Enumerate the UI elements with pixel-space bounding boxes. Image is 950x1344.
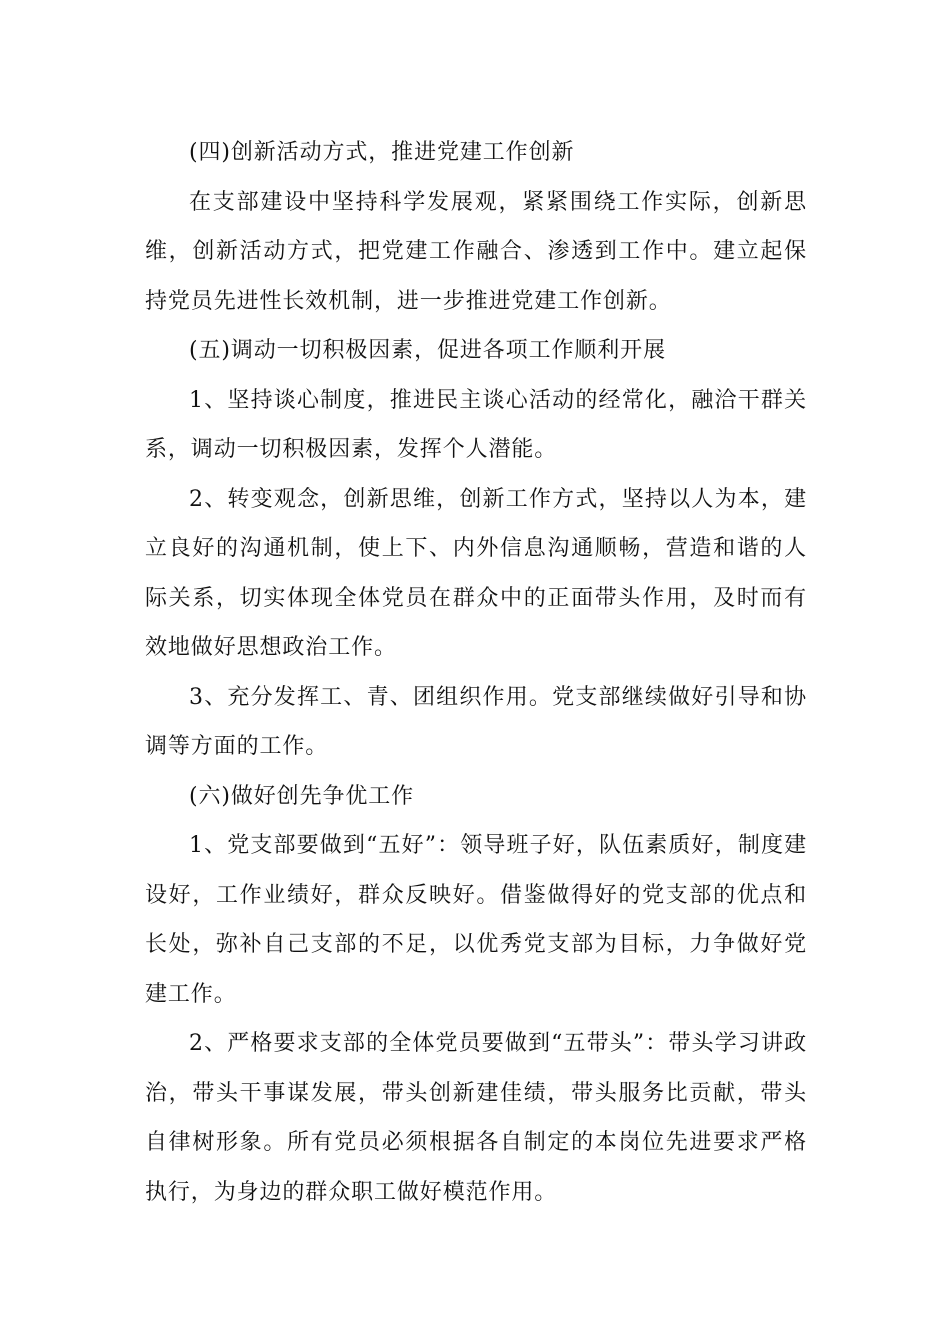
paragraph: 2、转变观念，创新思维，创新工作方式，坚持以人为本，建立良好的沟通机制，使上下、内外信息沟通顺畅，营造和谐的人际关系，切实体现全体党员在群众中的正面带头作用，及时而有效地做好思想政治工作。: [145, 486, 807, 660]
paragraph: 在支部建设中坚持科学发展观，紧紧围绕工作实际，创新思维，创新活动方式，把党建工作融合、渗透到工作中。建立起保持党员先进性长效机制，进一步推进党建工作创新。: [145, 189, 807, 314]
paragraph: 3、充分发挥工、青、团组织作用。党支部继续做好引导和协调等方面的工作。: [145, 684, 807, 759]
document-body: [145, 128, 807, 1217]
paragraph: 1、党支部要做到“五好”：领导班子好，队伍素质好，制度建设好，工作业绩好，群众反映好。借鉴做得好的党支部的优点和长处，弥补自己支部的不足，以优秀党支部为目标，力争做好党建工作。: [145, 833, 807, 1007]
section-heading-6: (六)做好创先争优工作: [189, 783, 415, 809]
section-heading-5: (五)调动一切积极因素，促进各项工作顺利开展: [189, 338, 666, 363]
paragraph: 2、严格要求支部的全体党员要做到“五带头”：带头学习讲政治，带头干事谋发展，带头创新建佳绩，带头服务比贡献，带头自律树形象。所有党员必须根据各自制定的本岗位先进要求严格执行，为身边的群众职工做好模范作用。: [145, 1031, 807, 1205]
paragraph: 1、坚持谈心制度，推进民主谈心活动的经常化，融洽干群关系，调动一切积极因素，发挥个人潜能。: [145, 387, 807, 462]
section-heading-4: (四)创新活动方式，推进党建工作创新: [189, 140, 575, 165]
